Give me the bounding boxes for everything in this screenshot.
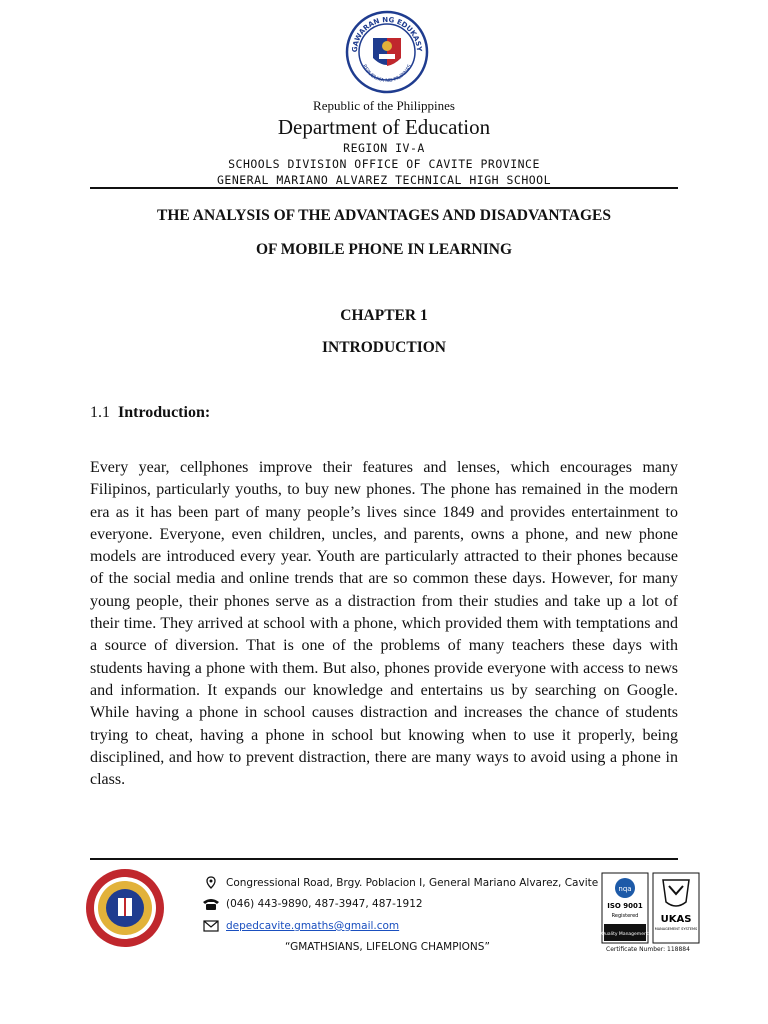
certification-badges (601, 872, 701, 944)
chapter-title: INTRODUCTION (321, 339, 446, 356)
deped-seal-logo (345, 10, 429, 94)
school-motto: “GMATHSIANS, LIFELONG CHAMPIONS” (285, 941, 490, 953)
section-number: 1.1 (90, 404, 110, 421)
region-text: REGION IV-A (343, 141, 425, 155)
school-name: GENERAL MARIANO ALVAREZ TECHNICAL HIGH SCHOOL (216, 173, 552, 187)
document-title-line1: THE ANALYSIS OF THE ADVANTAGES AND DISADVANTAGES (157, 207, 611, 224)
certificate-number: Certificate Number: 118884 (606, 946, 690, 953)
telephone-icon (202, 897, 220, 911)
footer-divider (90, 858, 678, 860)
document-title-line2: OF MOBILE PHONE IN LEARNING (255, 241, 513, 258)
svg-text:Quality Management: Quality Management (601, 932, 649, 937)
header-divider (90, 187, 678, 189)
department-title: Department of Education (277, 115, 491, 139)
footer-address-row (202, 876, 598, 890)
footer-email-row (202, 919, 399, 933)
svg-text:REPUBLIKA NG PILIPINAS: REPUBLIKA NG PILIPINAS (360, 63, 414, 85)
division-text: SCHOOLS DIVISION OFFICE OF CAVITE PROVINCE (228, 157, 540, 171)
svg-text:nqa: nqa (618, 885, 632, 893)
chapter-number: CHAPTER 1 (340, 307, 428, 324)
footer-email-link[interactable]: depedcavite.gmaths@gmail.com (226, 920, 400, 932)
section-heading (90, 404, 210, 422)
footer-phone: (046) 443-9890, 487-3947, 487-1912 (226, 898, 423, 910)
section-title: Introduction: (118, 404, 211, 421)
republic-text: Republic of the Philippines (313, 98, 455, 113)
svg-text:Registered: Registered (611, 913, 639, 919)
introduction-paragraph: Every year, cellphones improve their features and lenses, which encourages many Filipinos, particularly youths, to buy new phones. The phone has remained in the modern era as it has been part of many people’s lives since 1849 and provides entertainment to everyone. Everyone, even children, uncles, and parents, owns a phone, and new phone models are introduced every year. Youth are particularly attracted to their phones because of the social media and online trends that are so common these days. However, for many young people, their phones serve as a distraction from their studies and take up a lot of their time. They arrived at school with a phone, which provided them with temptations and a source of diversion. That is one of the problems of many teachers these days with students having a phone with them. But also, phones provide everyone with access to news and information. It expands our knowledge and entertains us by searching on Google. While having a phone in school causes distraction and increases the chance of students trying to cheat, having a phone in school but knowing when to use it properly, being disciplined, and how to prevent distraction, there are many ways to avoid using a phone in class. (90, 459, 678, 789)
svg-text:MANAGEMENT SYSTEMS: MANAGEMENT SYSTEMS (654, 927, 698, 931)
envelope-icon (202, 919, 220, 933)
svg-text:KAGAWARAN NG EDUKASYON: GAWARAN NG EDUKASY (350, 15, 424, 53)
svg-text:ISO 9001: ISO 9001 (607, 902, 643, 910)
footer-phone-row (202, 897, 423, 911)
school-seal-logo (85, 868, 165, 948)
footer-address: Congressional Road, Brgy. Poblacion I, General Mariano Alvarez, Cavite (226, 877, 599, 889)
svg-text:UKAS: UKAS (660, 914, 692, 925)
location-pin-icon (202, 876, 220, 890)
